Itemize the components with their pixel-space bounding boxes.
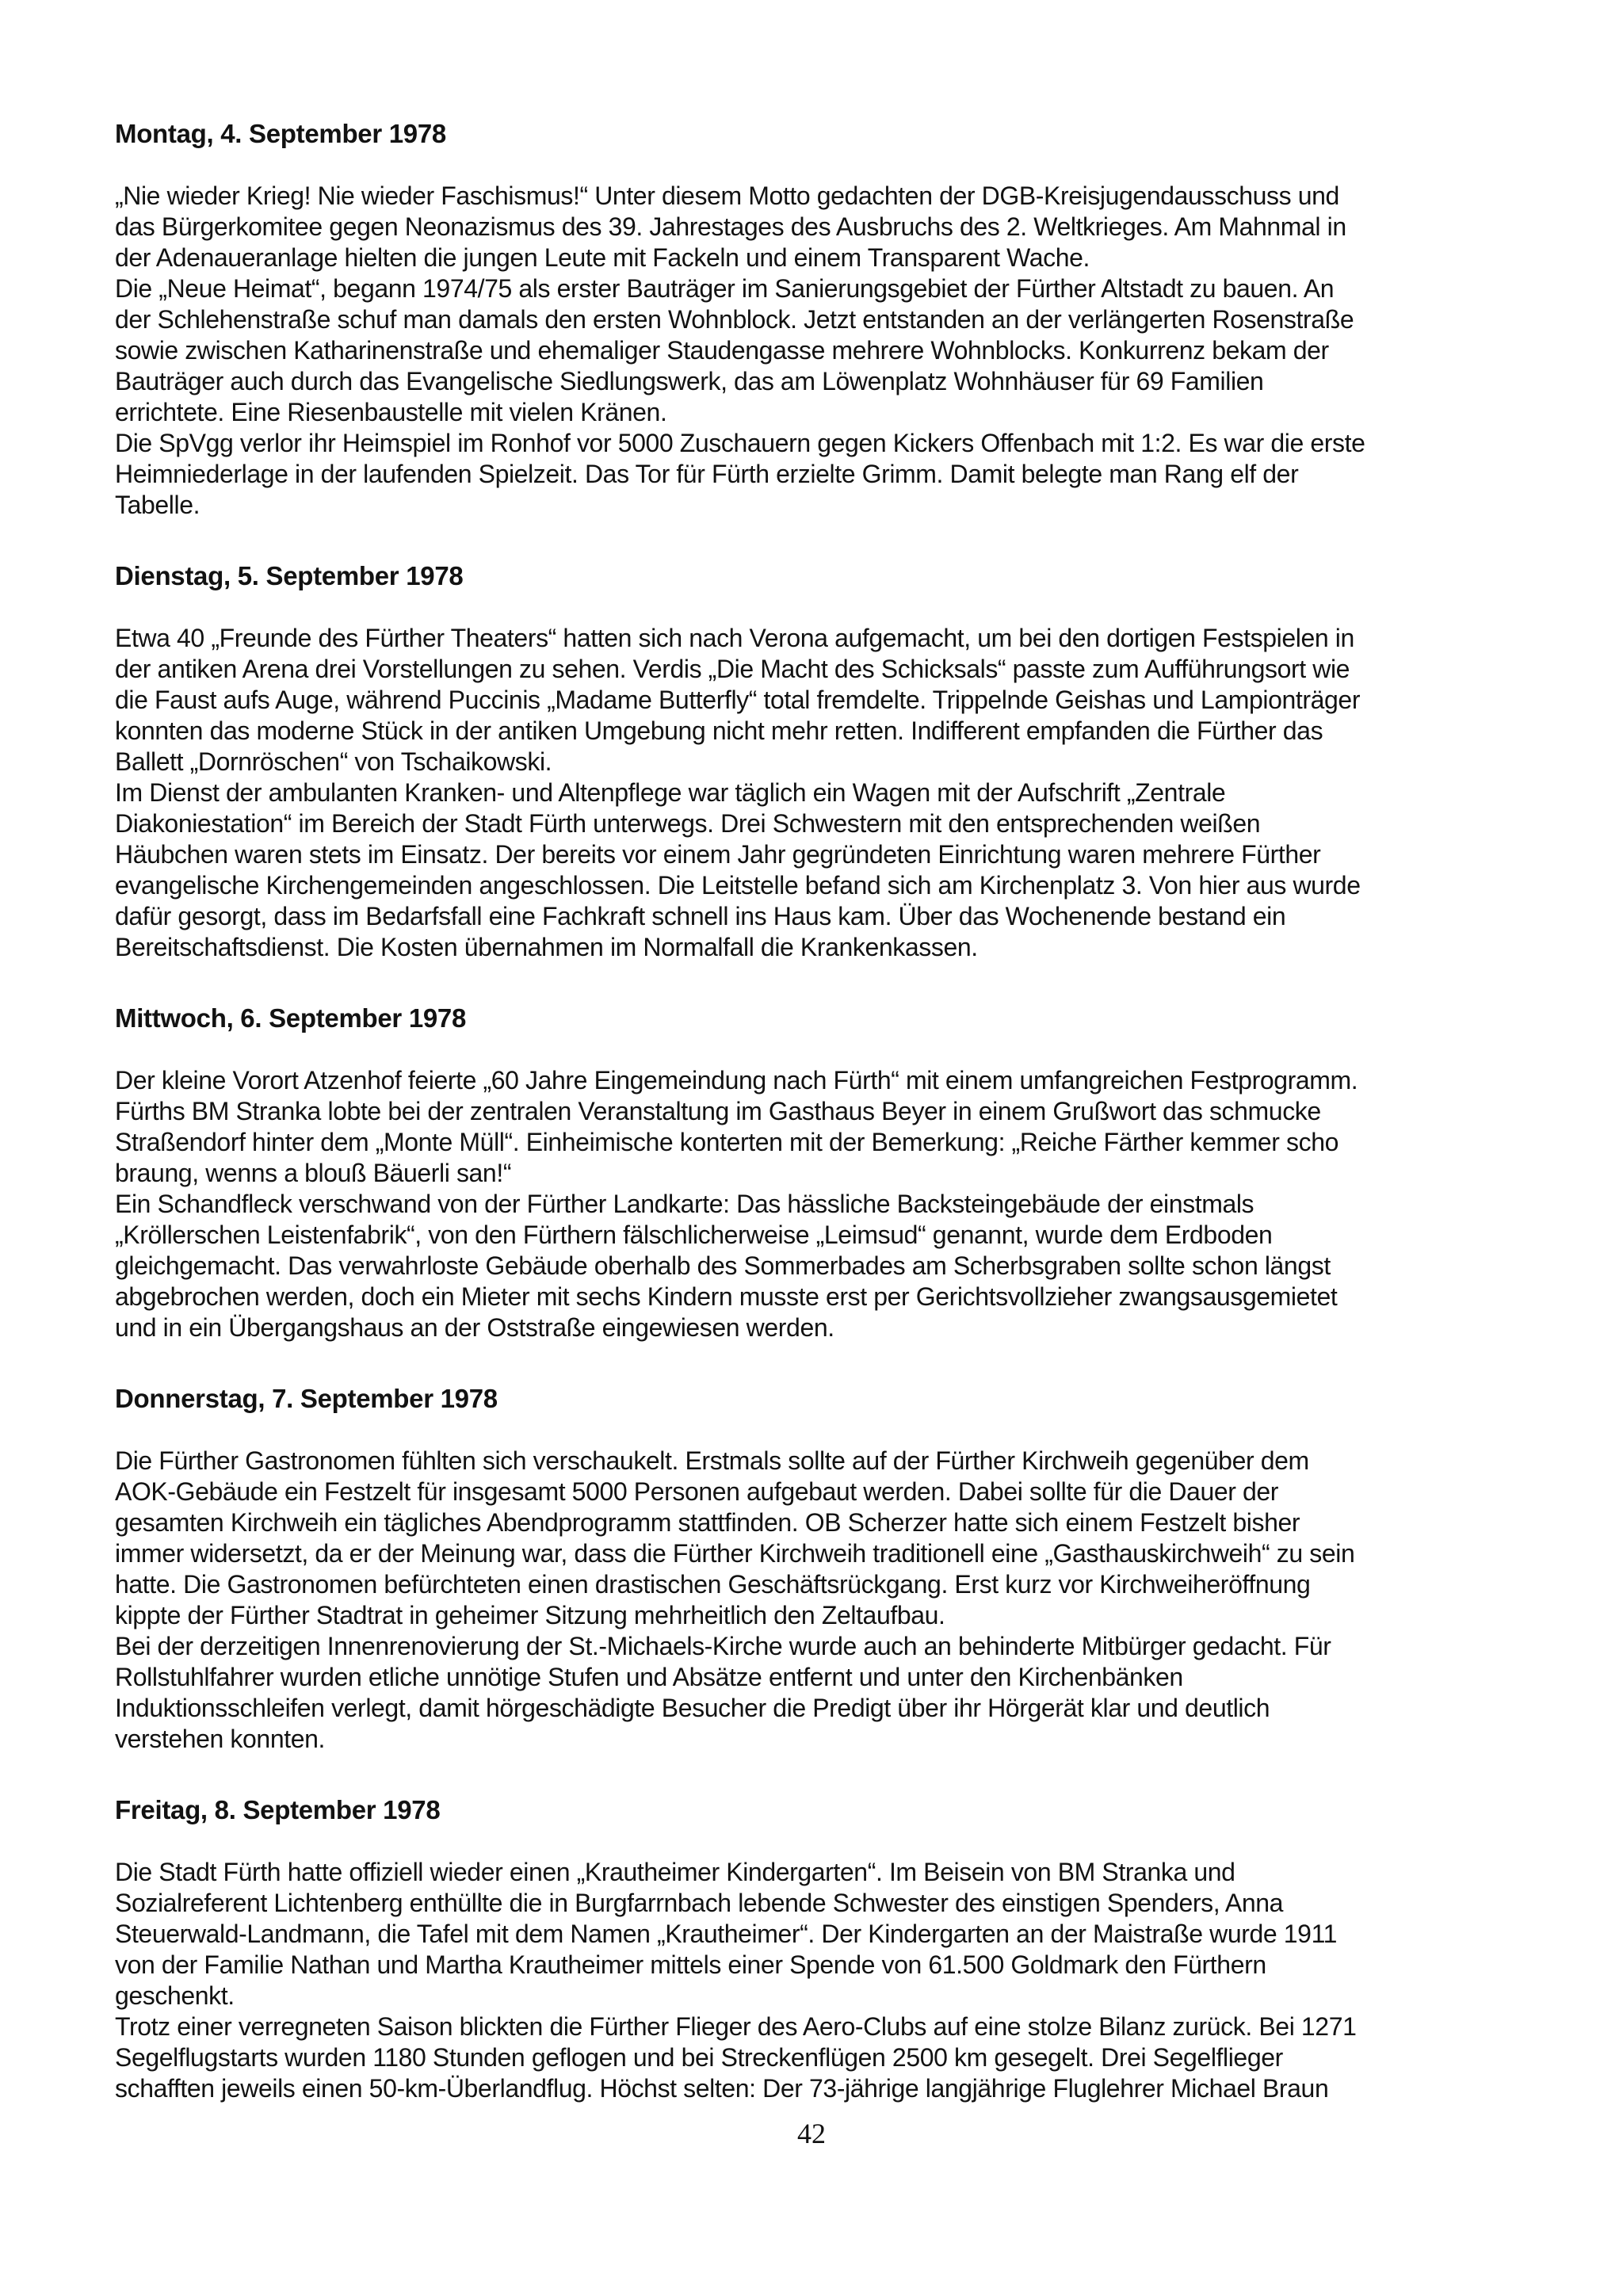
text-line: Etwa 40 „Freunde des Fürther Theaters“ hatten sich nach Verona aufgemacht, um bei den dortigen Festspielen in <box>115 624 1354 652</box>
text-line: der Adenaueranlage hielten die jungen Leute mit Fackeln und einem Transparent Wache. <box>115 243 1090 272</box>
day-section <box>115 560 1553 963</box>
text-line: und in ein Übergangshaus an der Oststraße eingewiesen werden. <box>115 1313 834 1342</box>
paragraph <box>115 1631 1553 1755</box>
text-line: das Bürgerkomitee gegen Neonazismus des 39. Jahrestages des Ausbruchs des 2. Weltkrieges. Am Mahnmal in <box>115 212 1346 241</box>
text-line: der Schlehenstraße schuf man damals den ersten Wohnblock. Jetzt entstanden an der verlängerten Rosenstraße <box>115 305 1354 334</box>
text-line: Ein Schandfleck verschwand von der Fürther Landkarte: Das hässliche Backsteingebäude der einstmals <box>115 1190 1254 1218</box>
text-line: der antiken Arena drei Vorstellungen zu sehen. Verdis „Die Macht des Schicksals“ passte zum Aufführungsort wie <box>115 655 1350 683</box>
text-line: „Kröllerschen Leistenfabrik“, von den Fürthern fälschlicherweise „Leimsud“ genannt, wurde dem Erdboden <box>115 1221 1273 1249</box>
text-line: „Nie wieder Krieg! Nie wieder Faschismus!“ Unter diesem Motto gedachten der DGB-Kreisjugendausschuss und <box>115 181 1339 210</box>
text-line: Tabelle. <box>115 491 200 519</box>
text-line: AOK-Gebäude ein Festzelt für insgesamt 5000 Personen aufgebaut werden. Dabei sollte für die Dauer der <box>115 1477 1279 1506</box>
text-line: Die Stadt Fürth hatte offiziell wieder einen „Krautheimer Kindergarten“. Im Beisein von BM Stranka und <box>115 1858 1235 1886</box>
document-content <box>115 118 1553 2144</box>
text-line: hatte. Die Gastronomen befürchteten einen drastischen Geschäftsrückgang. Erst kurz vor Kirchweiheröffnung <box>115 1570 1311 1599</box>
text-line: verstehen konnten. <box>115 1725 325 1753</box>
day-heading: Donnerstag, 7. September 1978 <box>115 1384 498 1413</box>
text-line: Straßendorf hinter dem „Monte Müll“. Einheimische konterten mit der Bemerkung: „Reiche Färther kemmer scho <box>115 1128 1338 1156</box>
day-heading: Mittwoch, 6. September 1978 <box>115 1003 467 1033</box>
day-section <box>115 1003 1553 1343</box>
text-line: abgebrochen werden, doch ein Mieter mit sechs Kindern musste erst per Gerichtsvollzieher zwangsausgemietet <box>115 1282 1338 1311</box>
paragraph <box>115 1446 1553 1631</box>
paragraph <box>115 1857 1553 2011</box>
page-number: 42 <box>797 2118 826 2149</box>
text-line: Der kleine Vorort Atzenhof feierte „60 Jahre Eingemeindung nach Fürth“ mit einem umfangreichen Festprogramm. <box>115 1066 1358 1095</box>
paragraph <box>115 777 1553 963</box>
text-line: Bauträger auch durch das Evangelische Siedlungswerk, das am Löwenplatz Wohnhäuser für 69 Familien <box>115 367 1264 395</box>
text-line: Induktionsschleifen verlegt, damit hörgeschädigte Besucher die Predigt über ihr Hörgerät klar und deutlich <box>115 1694 1270 1722</box>
text-line: Rollstuhlfahrer wurden etliche unnötige Stufen und Absätze entfernt und unter den Kirchenbänken <box>115 1663 1183 1691</box>
text-line: Steuerwald-Landmann, die Tafel mit dem Namen „Krautheimer“. Der Kindergarten an der Maistraße wurde 1911 <box>115 1920 1337 1948</box>
day-heading: Freitag, 8. September 1978 <box>115 1795 441 1824</box>
text-line: immer widersetzt, da er der Meinung war, dass die Fürther Kirchweih traditionell eine „Gasthauskirchweih“ zu sein <box>115 1539 1355 1568</box>
text-line: Ballett „Dornröschen“ von Tschaikowski. <box>115 747 552 776</box>
text-line: Sozialreferent Lichtenberg enthüllte die in Burgfarrnbach lebende Schwester des einstigen Spenders, Anna <box>115 1889 1284 1917</box>
paragraph <box>115 428 1553 521</box>
page-footer <box>0 2118 1623 2149</box>
text-line: konnten das moderne Stück in der antiken Umgebung nicht mehr retten. Indifferent empfanden die Fürther das <box>115 716 1323 745</box>
day-section <box>115 1794 1553 2104</box>
paragraph <box>115 1189 1553 1343</box>
text-line: Die Fürther Gastronomen fühlten sich verschaukelt. Erstmals sollte auf der Fürther Kirchweih gegenüber dem <box>115 1446 1309 1475</box>
text-line: errichtete. Eine Riesenbaustelle mit vielen Kränen. <box>115 398 667 426</box>
text-line: von der Familie Nathan und Martha Krautheimer mittels einer Spende von 61.500 Goldmark den Fürthern <box>115 1950 1266 1979</box>
day-section <box>115 118 1553 521</box>
paragraph <box>115 273 1553 428</box>
day-heading: Dienstag, 5. September 1978 <box>115 561 464 590</box>
text-line: Die „Neue Heimat“, begann 1974/75 als erster Bauträger im Sanierungsgebiet der Fürther Altstadt zu bauen. An <box>115 274 1335 303</box>
text-line: geschenkt. <box>115 1981 235 2010</box>
text-line: dafür gesorgt, dass im Bedarfsfall eine Fachkraft schnell ins Haus kam. Über das Wochenende bestand ein <box>115 902 1286 930</box>
text-line: braung, wenns a blouß Bäuerli san!“ <box>115 1159 512 1187</box>
text-line: Trotz einer verregneten Saison blickten die Fürther Flieger des Aero-Clubs auf eine stolze Bilanz zurück. Bei 1271 <box>115 2012 1357 2041</box>
text-line: die Faust aufs Auge, während Puccinis „Madame Butterfly“ total fremdelte. Trippelnde Geishas und Lampionträger <box>115 686 1361 714</box>
text-line: gesamten Kirchweih ein tägliches Abendprogramm stattfinden. OB Scherzer hatte sich einem Festzelt bisher <box>115 1508 1300 1537</box>
text-line: Bereitschaftsdienst. Die Kosten übernahmen im Normalfall die Krankenkassen. <box>115 933 978 961</box>
text-line: Häubchen waren stets im Einsatz. Der bereits vor einem Jahr gegründeten Einrichtung waren mehrere Fürther <box>115 840 1321 869</box>
paragraph <box>115 181 1553 273</box>
text-line: Diakoniestation“ im Bereich der Stadt Fürth unterwegs. Drei Schwestern mit den entsprechenden weißen <box>115 809 1261 838</box>
text-line: sowie zwischen Katharinenstraße und ehemaliger Staudengasse mehrere Wohnblocks. Konkurrenz bekam der <box>115 336 1329 365</box>
text-line: Fürths BM Stranka lobte bei der zentralen Veranstaltung im Gasthaus Beyer in einem Grußwort das schmucke <box>115 1097 1321 1125</box>
paragraph <box>115 1065 1553 1189</box>
day-section <box>115 1383 1553 1755</box>
day-heading: Montag, 4. September 1978 <box>115 119 446 148</box>
paragraph <box>115 2011 1553 2104</box>
text-line: Die SpVgg verlor ihr Heimspiel im Ronhof vor 5000 Zuschauern gegen Kickers Offenbach mit 1:2. Es war die erste <box>115 429 1365 457</box>
text-line: kippte der Fürther Stadtrat in geheimer Sitzung mehrheitlich den Zeltaufbau. <box>115 1601 945 1629</box>
text-line: Bei der derzeitigen Innenrenovierung der St.-Michaels-Kirche wurde auch an behinderte Mitbürger gedacht. Für <box>115 1632 1331 1660</box>
text-line: evangelische Kirchengemeinden angeschlossen. Die Leitstelle befand sich am Kirchenplatz 3. Von hier aus wurde <box>115 871 1361 900</box>
text-line: Segelflugstarts wurden 1180 Stunden geflogen und bei Streckenflügen 2500 km gesegelt. Drei Segelflieger <box>115 2043 1283 2072</box>
paragraph <box>115 623 1553 777</box>
text-line: gleichgemacht. Das verwahrloste Gebäude oberhalb des Sommerbades am Scherbsgraben sollte schon längst <box>115 1251 1331 1280</box>
text-line: schafften jeweils einen 50-km-Überlandflug. Höchst selten: Der 73-jährige langjährige Fluglehrer Michael Braun <box>115 2074 1329 2103</box>
text-line: Im Dienst der ambulanten Kranken- und Altenpflege war täglich ein Wagen mit der Aufschrift „Zentrale <box>115 778 1226 807</box>
text-line: Heimniederlage in der laufenden Spielzeit. Das Tor für Fürth erzielte Grimm. Damit belegte man Rang elf der <box>115 460 1299 488</box>
